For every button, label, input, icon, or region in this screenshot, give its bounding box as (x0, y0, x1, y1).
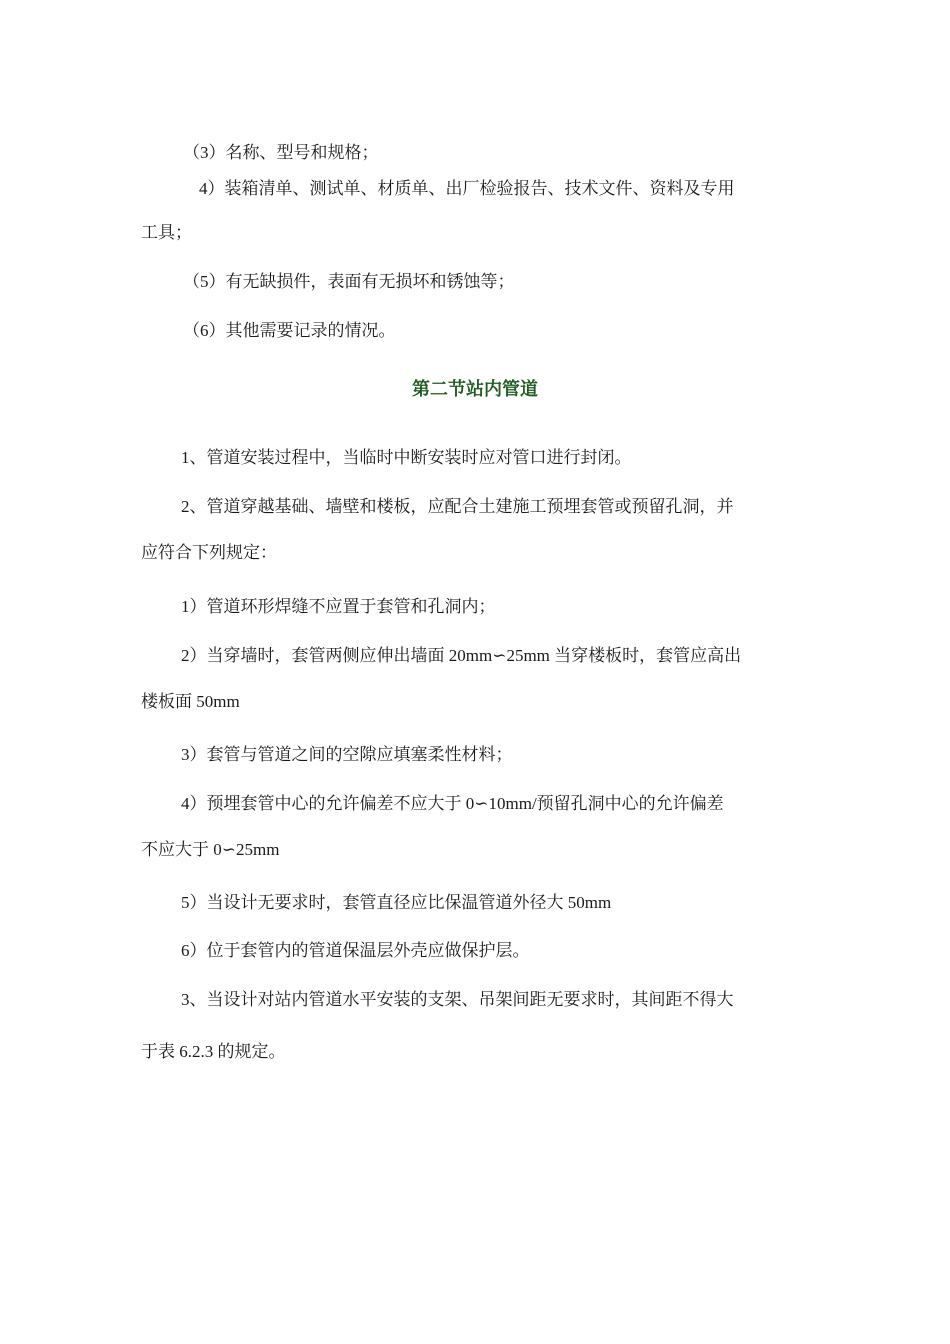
paragraph-line: 1、管道安装过程中，当临时中断安装时应对管口进行封闭。 (181, 448, 632, 467)
paragraph-line: 3）套管与管道之间的空隙应填塞柔性材料； (181, 745, 513, 764)
paragraph-line: 楼板面 50mm (141, 692, 240, 711)
paragraph-line: （5）有无缺损件，表面有无损坏和锈蚀等； (183, 272, 515, 291)
paragraph-line: （3）名称、型号和规格； (183, 143, 379, 162)
paragraph-line: 1）管道环形焊缝不应置于套管和孔洞内； (181, 597, 496, 616)
paragraph-line: 工具； (141, 223, 192, 242)
paragraph-line: 3、当设计对站内管道水平安装的支架、吊架间距无要求时，其间距不得大 (181, 990, 734, 1009)
section-heading: 第二节站内管道 (412, 379, 538, 399)
paragraph-line: 应符合下列规定： (141, 543, 277, 562)
paragraph-line: （6）其他需要记录的情况。 (183, 321, 396, 340)
paragraph-line: 6）位于套管内的管道保温层外壳应做保护层。 (181, 941, 530, 960)
paragraph-line: 5）当设计无要求时，套管直径应比保温管道外径大 50mm (181, 893, 612, 912)
paragraph-line: 4）装箱清单、测试单、材质单、出厂检验报告、技术文件、资料及专用 (199, 179, 735, 198)
paragraph-line: 2）当穿墙时，套管两侧应伸出墙面 20mm∽25mm 当穿楼板时，套管应高出 (181, 646, 742, 665)
paragraph-line: 2、管道穿越基础、墙壁和楼板，应配合土建施工预埋套管或预留孔洞，并 (181, 497, 734, 516)
paragraph-line: 不应大于 0∽25mm (141, 840, 280, 859)
paragraph-line: 于表 6.2.3 的规定。 (141, 1042, 286, 1061)
paragraph-line: 4）预埋套管中心的允许偏差不应大于 0∽10mm/预留孔洞中心的允许偏差 (181, 794, 724, 813)
